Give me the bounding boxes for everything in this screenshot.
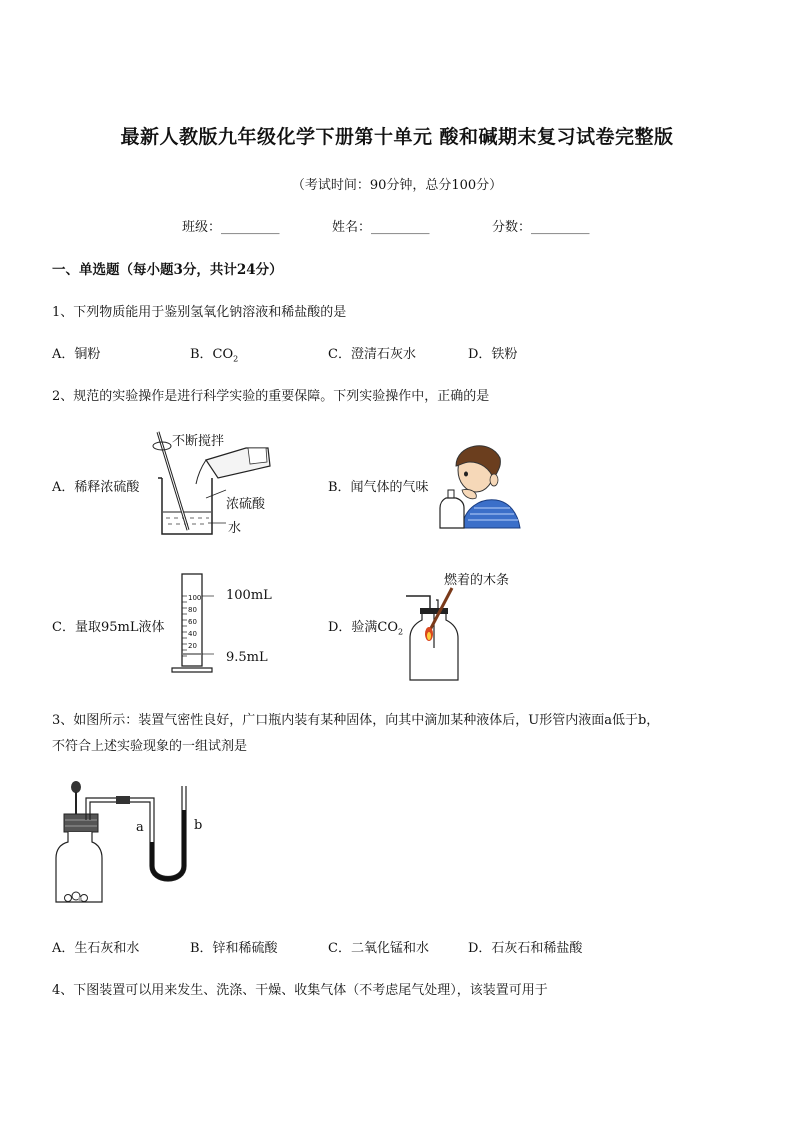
class-field: 班级：_________ xyxy=(182,220,280,235)
tick-label: 100 xyxy=(188,594,202,602)
q1-option-a: A．铜粉 xyxy=(52,347,101,362)
q3-stem-line2: 不符合上述实验现象的一组试剂是 xyxy=(52,739,248,754)
q1-option-d: D．铁粉 xyxy=(468,347,518,362)
exam-subtitle: （考试时间：90分钟，总分100分） xyxy=(291,178,503,193)
cylinder-ticks xyxy=(188,592,201,652)
q3-stem-line1: 3、如图所示：装置气密性良好，广口瓶内装有某种固体，向其中滴加某种液体后，U形管内液面a低于b， xyxy=(52,713,660,728)
smell-gas-figure xyxy=(440,438,522,530)
q4-stem: 4、下图装置可以用来发生、洗涤、干燥、收集气体（不考虑尾气处理），该装置可用于 xyxy=(52,983,548,998)
score-field: 分数：_________ xyxy=(492,220,590,235)
q1-option-c: C．澄清石灰水 xyxy=(328,347,416,362)
q2-option-b: B．闻气体的气味 xyxy=(328,480,429,495)
q3-option-a: A．生石灰和水 xyxy=(52,941,140,956)
cylinder-9-5ml-label: 9.5mL xyxy=(226,650,268,665)
tick-label: 20 xyxy=(188,642,197,650)
q2-option-d: D．验满$CO_2$ xyxy=(328,620,404,637)
page-title: 最新人教版九年级化学下册第十单元 酸和碱期末复习试卷完整版 xyxy=(120,126,674,148)
q2-option-c: C．量取95mL液体 xyxy=(52,620,165,635)
u-tube-apparatus-figure xyxy=(54,780,214,908)
u-tube-label-a: a xyxy=(136,820,144,835)
tick-label: 40 xyxy=(188,630,197,638)
section-heading: 一、单选题（每小题3分，共计24分） xyxy=(52,262,283,278)
q2-stem: 2、规范的实验操作是进行科学实验的重要保障。下列实验操作中，正确的是 xyxy=(52,389,490,404)
burning-stick-label: 燃着的木条 xyxy=(444,573,510,588)
stir-label: 不断搅拌 xyxy=(172,434,225,449)
q3-option-b: B．锌和稀硫酸 xyxy=(190,941,278,956)
co2-check-figure xyxy=(404,584,468,682)
q3-option-c: C．二氧化锰和水 xyxy=(328,941,429,956)
q3-option-d: D．石灰石和稀盐酸 xyxy=(468,941,583,956)
tick-label: 80 xyxy=(188,606,197,614)
tick-label: 60 xyxy=(188,618,197,626)
q1-stem: 1、下列物质能用于鉴别氢氧化钠溶液和稀盐酸的是 xyxy=(52,305,347,320)
q1-option-b: B．$CO_2$ xyxy=(190,347,239,364)
cylinder-100ml-label: 100mL xyxy=(226,588,272,603)
water-label: 水 xyxy=(228,521,242,536)
u-tube-label-b: b xyxy=(194,818,203,833)
acid-label: 浓硫酸 xyxy=(226,497,266,512)
name-field: 姓名：_________ xyxy=(332,220,430,235)
q2-option-a: A．稀释浓硫酸 xyxy=(52,480,140,495)
